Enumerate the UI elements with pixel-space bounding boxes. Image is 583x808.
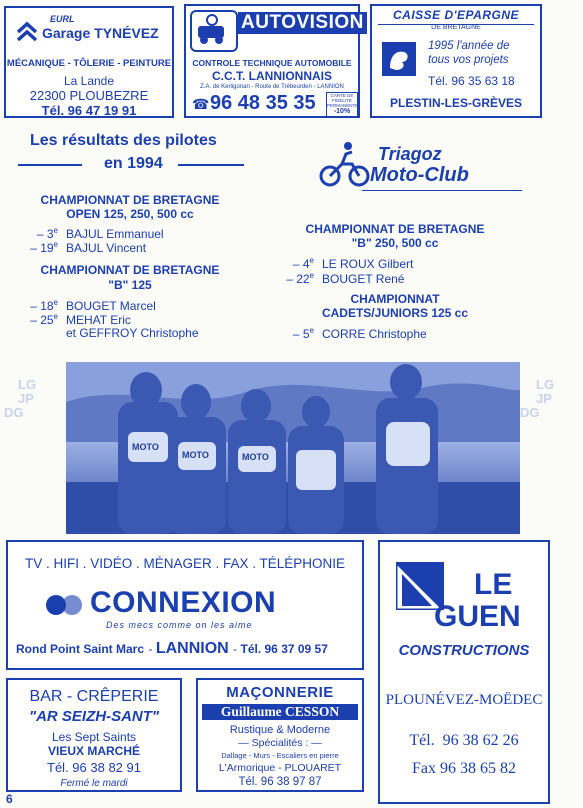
ad-creperie-title: BAR - CRÊPERIE xyxy=(29,688,159,705)
ad-le-guen-phone: Tél. 96 38 62 26 xyxy=(409,732,519,749)
ad-connexion-products: TV . HIFI . VIDÉO . MÉNAGER . FAX . TÉLÉPHONIE xyxy=(24,556,346,571)
left-cat1-row2 xyxy=(0,240,146,255)
ad-connexion-footer: Rond Point Saint Marc - LANNION - Tél. 96 37 09 57 xyxy=(16,640,328,657)
ad-tynevez-name-prefix: Garage xyxy=(42,25,91,41)
page-number: 6 xyxy=(6,792,13,806)
ad-connexion-city: LANNION xyxy=(155,640,229,657)
ad-creperie xyxy=(6,678,182,792)
ad-caisse-city: PLESTIN-LES-GRÈVES xyxy=(389,96,523,110)
rank: – 19e xyxy=(30,240,58,255)
results-rule-right xyxy=(178,164,244,166)
right-cat1-head2: "B" 250, 500 cc xyxy=(351,236,439,250)
ad-maconnerie-line4: L'Armorique - PLOUARET xyxy=(218,762,342,774)
ad-autovision-card2: FIDELITÉ xyxy=(332,98,352,103)
ad-le-guen-line2: GUEN xyxy=(434,600,521,633)
ad-creperie-line2: VIEUX MARCHÉ xyxy=(47,744,140,758)
svg-text:MOTO: MOTO xyxy=(242,452,269,462)
right-cat2-row1 xyxy=(256,326,427,341)
ad-le-guen-constructions: CONSTRUCTIONS xyxy=(398,642,530,659)
results-title: Les résultats des pilotes xyxy=(30,132,217,149)
right-cat1-row2 xyxy=(256,271,404,286)
team-photo xyxy=(66,362,520,534)
ad-creperie-line1: Les Sept Saints xyxy=(51,730,137,744)
left-cat2-row3 xyxy=(0,326,199,340)
rank: – 22e xyxy=(286,271,314,286)
rank: – 3e xyxy=(36,226,58,241)
ad-creperie-name: "AR SEIZH-SANT" xyxy=(28,708,160,725)
ad-maconnerie-line3: Dallage - Murs - Escaliers en pierre xyxy=(221,751,339,760)
ad-tynevez-name-main: TYNÉVEZ xyxy=(94,25,159,41)
ad-autovision-name: C.C.T. LANNIONNAIS xyxy=(212,69,332,83)
ad-tynevez-city: 22300 PLOUBEZRE xyxy=(29,88,149,103)
watermark-left: LG JP DG xyxy=(4,377,37,420)
ad-caisse-phone: Tél. 96 35 63 18 xyxy=(428,74,515,88)
ad-tynevez-phone: Tél. 96 47 19 91 xyxy=(41,103,137,118)
pilot-name: BAJUL Vincent xyxy=(66,241,147,255)
rank: – 5e xyxy=(292,326,314,341)
ad-tynevez xyxy=(4,6,174,118)
ad-autovision-line1: CONTROLE TECHNIQUE AUTOMOBILE xyxy=(192,58,352,68)
results-year: en 1994 xyxy=(104,155,163,172)
ad-autovision-card3: PERMANENTE xyxy=(327,103,359,108)
ad-maconnerie xyxy=(196,678,364,792)
pilot-name: et GEFFROY Christophe xyxy=(66,326,199,340)
ad-creperie-phone: Tél. 96 38 82 91 xyxy=(47,760,141,775)
left-cat2-head2: "B" 125 xyxy=(108,278,152,292)
ad-maconnerie-line1: Rustique & Moderne xyxy=(229,724,331,736)
left-cat2-row1 xyxy=(0,298,156,313)
right-cat1-head1: CHAMPIONNAT DE BRETAGNE xyxy=(305,222,485,236)
right-cat2-head2: CADETS/JUNIORS 125 cc xyxy=(321,306,469,320)
moto-club-name-2: Moto-Club xyxy=(370,164,469,186)
moto-club-name-1: Triagoz xyxy=(378,144,442,164)
pilot-name: MEHAT Eric xyxy=(66,313,131,327)
left-cat1-head1: CHAMPIONNAT DE BRETAGNE xyxy=(40,193,220,207)
ad-caisse-epargne xyxy=(370,4,542,118)
ad-caisse-slogan1: 1995 l'année de xyxy=(428,40,510,52)
rank: – 4e xyxy=(292,256,314,271)
ad-connexion xyxy=(6,540,364,670)
ad-caisse-slogan2: tous vos projets xyxy=(428,54,509,66)
ad-autovision-address: Z.A. de Kerligonan - Route de Trébeurden - LANNION xyxy=(200,84,344,90)
left-cat2-head1: CHAMPIONNAT DE BRETAGNE xyxy=(40,263,220,277)
autovision-logo-icon xyxy=(190,10,238,52)
ad-connexion-brand: CONNEXION xyxy=(90,586,277,619)
pilot-name: LE ROUX Gilbert xyxy=(322,257,414,271)
left-cat2-row2 xyxy=(0,312,131,327)
left-cat1-head2: OPEN 125, 250, 500 cc xyxy=(66,207,194,221)
moto-club-logo-icon xyxy=(318,140,370,188)
ad-tynevez-services: MÉCANIQUE - TÔLERIE - PEINTURE xyxy=(6,58,172,69)
pilot-name: CORRE Christophe xyxy=(322,327,427,341)
ad-autovision-discount: -10% xyxy=(333,108,351,115)
ad-connexion-tagline: Des mecs comme on les aime xyxy=(106,620,253,630)
ad-le-guen xyxy=(378,540,550,804)
connexion-dots-icon xyxy=(46,594,82,616)
right-cat1-row1 xyxy=(256,256,413,271)
pilot-name: BAJUL Emmanuel xyxy=(66,227,164,241)
ad-caisse-subtitle: DE BRETAGNE xyxy=(431,24,481,31)
rank: – 18e xyxy=(30,298,58,313)
ad-autovision-card1: CARTE DE xyxy=(330,93,354,98)
squirrel-logo-icon xyxy=(382,42,416,76)
ad-connexion-phone: Tél. 96 37 09 57 xyxy=(240,642,328,656)
ad-tynevez-place: La Lande xyxy=(63,74,115,88)
moto-club-rule xyxy=(362,190,522,191)
ad-caisse-title: CAISSE D'EPARGNE xyxy=(393,8,519,22)
ad-tynevez-name xyxy=(42,25,159,41)
svg-text:MOTO: MOTO xyxy=(182,450,209,460)
phone-icon: ☎ xyxy=(192,96,210,112)
right-cat2-head1: CHAMPIONNAT xyxy=(350,292,440,306)
citroen-logo-icon xyxy=(14,20,40,46)
ad-maconnerie-name: Guillaume CESSON xyxy=(202,704,358,720)
pilot-name: BOUGET Marcel xyxy=(66,299,156,313)
ad-maconnerie-phone: Tél. 96 38 97 87 xyxy=(238,776,322,788)
ad-maconnerie-line2: — Spécialités : — xyxy=(238,737,322,749)
ad-autovision-brand: AUTOVISION xyxy=(238,12,367,34)
ad-connexion-address: Rond Point Saint Marc xyxy=(16,642,145,656)
watermark-right: LG JP DG xyxy=(520,377,555,420)
ad-autovision xyxy=(184,4,364,118)
ad-maconnerie-title: MAÇONNERIE xyxy=(226,684,334,701)
ad-autovision-card xyxy=(326,92,358,117)
ad-le-guen-fax: Fax 96 38 65 82 xyxy=(412,760,516,777)
pilot-name: BOUGET René xyxy=(322,272,405,286)
ad-creperie-closed: Fermé le mardi xyxy=(60,778,128,789)
ad-le-guen-city: PLOUNÉVEZ-MOËDEC xyxy=(385,692,543,708)
svg-text:MOTO: MOTO xyxy=(132,442,159,452)
ad-le-guen-line1: LE xyxy=(474,568,513,601)
ad-autovision-phone: 96 48 35 35 xyxy=(210,92,316,114)
left-cat1-row1 xyxy=(0,226,164,241)
results-rule-left xyxy=(18,164,82,166)
rank: – 25e xyxy=(30,312,58,327)
ad-tynevez-eurl: EURL xyxy=(50,14,75,24)
